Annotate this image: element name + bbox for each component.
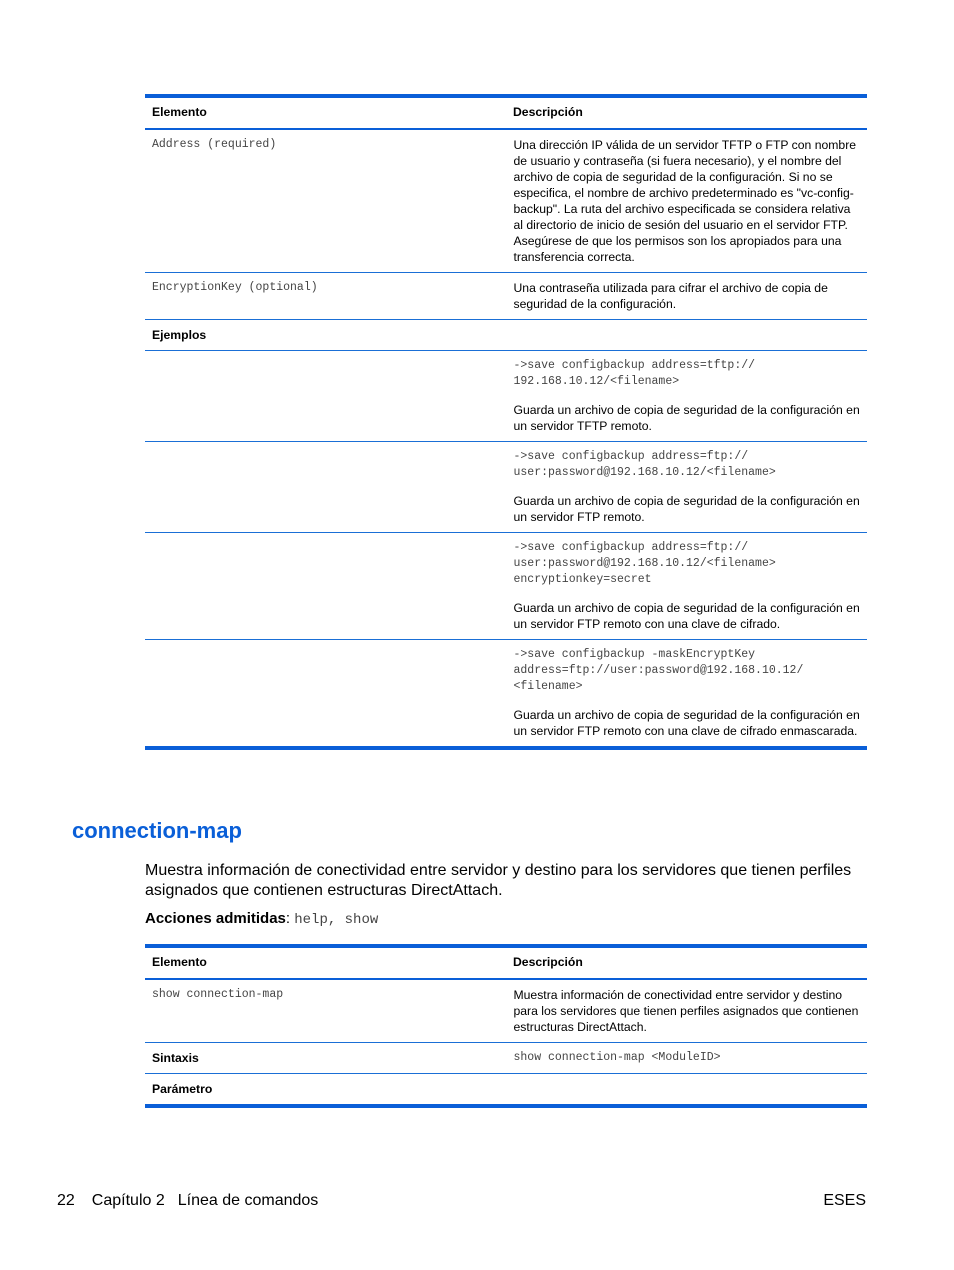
parameter-label: Parámetro: [145, 1074, 506, 1107]
example-command: ->save configbackup address=ftp:// user:password@192.168.10.12/<filename> encryptionkey=secret: [513, 541, 776, 586]
syntax-row: [145, 1043, 867, 1074]
example-description: Guarda un archivo de copia de seguridad de la configuración en un servidor FTP remoto con una clave de cifrado enmascarada.: [513, 708, 860, 738]
command-table-save-configbackup: [145, 94, 867, 750]
parameter-row: [145, 1074, 867, 1107]
example-description: Guarda un archivo de copia de seguridad de la configuración en un servidor TFTP remoto.: [513, 403, 860, 433]
table-row: [145, 129, 867, 273]
column-header-element: Elemento: [145, 96, 506, 129]
command-name: show connection-map: [145, 979, 506, 1043]
table-header-row: [145, 96, 867, 129]
command-table-connection-map: [145, 944, 867, 1108]
supported-actions-separator: :: [285, 910, 291, 927]
supported-actions-values: help, show: [294, 912, 379, 928]
supported-actions: [145, 910, 378, 928]
parameter-description: Una dirección IP válida de un servidor TFTP o FTP con nombre de usuario y contraseña (si fuera necesario), y el nombre del archivo de copia de seguridad de la configuración. Si no se especifica, el nombre de archivo predeterminado es "vc-config-backup". La ruta del archivo especificada se considera relativa al directorio de inicio de sesión del usuario en el servidor FTP. Asegúrese de que los permisos son los apropiados para una transferencia correcta.: [506, 129, 867, 273]
command-description: Muestra información de conectividad entre servidor y destino para los servidores que tienen perfiles asignados que contienen estructuras DirectAttach.: [506, 979, 867, 1043]
chapter-title: Línea de comandos: [177, 1192, 319, 1209]
example-command: ->save configbackup -maskEncryptKey address=ftp://user:password@192.168.10.12/ <filename>: [513, 648, 804, 693]
parameter-name: EncryptionKey (optional): [145, 273, 506, 320]
examples-label: Ejemplos: [145, 320, 506, 351]
syntax-label: Sintaxis: [145, 1043, 506, 1074]
section-intro: Muestra información de conectividad entre servidor y destino para los servidores que tienen perfiles asignados que contienen estructuras DirectAttach.: [145, 862, 852, 899]
page-footer-left: [57, 1192, 335, 1210]
syntax-value: show connection-map <ModuleID>: [506, 1043, 867, 1074]
table-row: [145, 273, 867, 320]
examples-header-row: [145, 320, 867, 351]
supported-actions-label: Acciones admitidas: [145, 910, 286, 927]
column-header-description: Descripción: [506, 946, 867, 979]
example-description: Guarda un archivo de copia de seguridad de la configuración en un servidor FTP remoto con una clave de cifrado.: [513, 601, 860, 631]
example-row: [145, 351, 867, 442]
example-row: [145, 640, 867, 749]
example-command: ->save configbackup address=tftp:// 192.168.10.12/<filename>: [513, 359, 756, 388]
example-description: Guarda un archivo de copia de seguridad de la configuración en un servidor FTP remoto.: [513, 494, 860, 524]
column-header-element: Elemento: [145, 946, 506, 979]
example-cell: [506, 640, 867, 749]
parameter-value: [506, 1074, 867, 1107]
section-title: connection-map: [72, 818, 242, 843]
page-footer-locale: ESES: [823, 1192, 866, 1209]
example-cell: [506, 533, 867, 640]
parameter-name: Address (required): [145, 129, 506, 273]
example-command: ->save configbackup address=ftp:// user:password@192.168.10.12/<filename>: [513, 450, 776, 479]
chapter-label: Capítulo 2: [91, 1192, 165, 1209]
table-row: [145, 979, 867, 1043]
parameter-description: Una contraseña utilizada para cifrar el archivo de copia de seguridad de la configuración.: [506, 273, 867, 320]
example-row: [145, 442, 867, 533]
example-cell: [506, 442, 867, 533]
example-row: [145, 533, 867, 640]
table-header-row: [145, 946, 867, 979]
page-number: 22: [57, 1192, 75, 1209]
column-header-description: Descripción: [506, 96, 867, 129]
example-cell: [506, 351, 867, 442]
